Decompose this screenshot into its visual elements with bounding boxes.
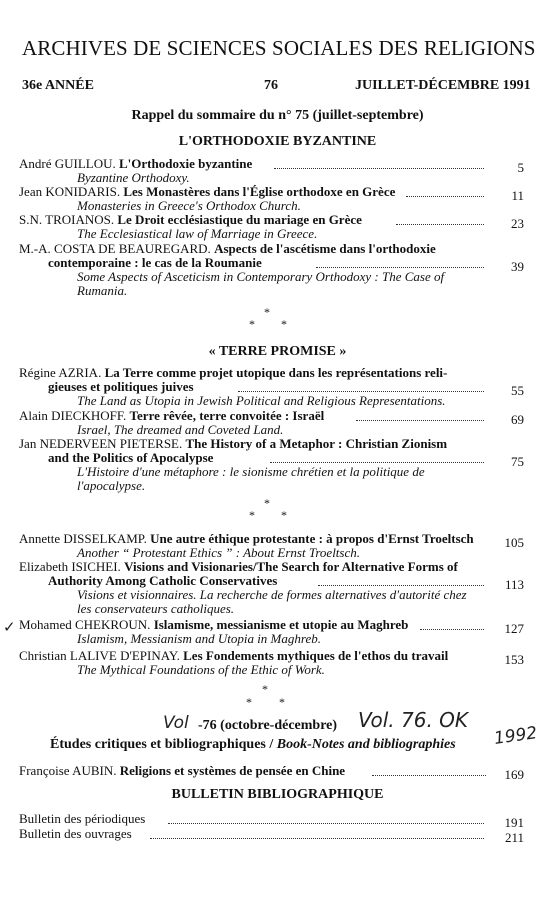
entry-english-title: Israel, The dreamed and Coveted Land. bbox=[77, 422, 284, 437]
bulletin-label: Bulletin des périodiques bbox=[19, 811, 146, 826]
entry-author: Régine AZRIA. bbox=[19, 365, 102, 380]
entry-english-title: Visions et visionnaires. La recherche de formes alternatives d'autorité chez bbox=[77, 587, 467, 602]
entry-author: Françoise AUBIN. bbox=[19, 763, 117, 778]
entry-page: 5 bbox=[517, 160, 524, 175]
recall-heading: Rappel du sommaire du n° 75 (juillet-septembre) bbox=[131, 108, 424, 123]
entry-author: Jean KONIDARIS. bbox=[19, 184, 121, 199]
entry-author: Elizabeth ISICHEI. bbox=[19, 559, 121, 574]
entry-title: Les Monastères dans l'Église orthodoxe en Grèce bbox=[123, 184, 396, 199]
entry-title-continued: Authority Among Catholic Conservatives bbox=[48, 573, 278, 588]
critiques-heading-english: Book-Notes and bibliographies bbox=[276, 737, 456, 752]
asterism-star: * bbox=[281, 317, 287, 331]
entry-title-continued: contemporaine : le cas de la Roumanie bbox=[48, 255, 262, 270]
entry-title: Religions et systèmes de pensée en Chine bbox=[119, 763, 346, 778]
entry-page: 55 bbox=[511, 383, 524, 398]
entry-author: Jan NEDERVEEN PIETERSE. bbox=[19, 436, 183, 451]
bulletin-page: 191 bbox=[504, 815, 524, 830]
dot-leader bbox=[316, 267, 484, 268]
entry-title: Islamisme, messianisme et utopie au Maghreb bbox=[153, 617, 409, 632]
entry-title-continued: and the Politics of Apocalypse bbox=[48, 450, 214, 465]
entry-page: 169 bbox=[504, 767, 524, 782]
entry-english-title-continued: les conservateurs catholiques. bbox=[77, 601, 235, 616]
toc-entry bbox=[0, 184, 555, 214]
handwritten-note: Vol. 76. OK bbox=[358, 708, 469, 732]
dot-leader bbox=[420, 629, 484, 630]
asterism-star: * bbox=[279, 695, 285, 709]
issue-number: 76 bbox=[264, 78, 278, 93]
entry-title: L'Orthodoxie byzantine bbox=[119, 156, 253, 171]
asterism-star: * bbox=[246, 695, 252, 709]
toc-entry bbox=[0, 408, 555, 438]
entry-english-title: Another “ Protestant Ethics ” : About Ernst Troeltsch. bbox=[77, 545, 360, 560]
entry-english-title: The Land as Utopia in Jewish Political and Religious Representations. bbox=[77, 393, 446, 408]
entry-title: Visions and Visionaries/The Search for Alternative Forms of bbox=[124, 559, 458, 574]
entry-english-title: Islamism, Messianism and Utopia in Maghreb. bbox=[77, 631, 321, 646]
toc-entry bbox=[0, 365, 555, 411]
bulletin-entry bbox=[0, 826, 555, 846]
entry-english-title: Byzantine Orthodoxy. bbox=[77, 170, 190, 185]
section-title-terre-promise: « TERRE PROMISE » bbox=[208, 344, 347, 359]
entry-page: 127 bbox=[504, 621, 524, 636]
toc-entry bbox=[0, 531, 555, 561]
issue-period: JUILLET-DÉCEMBRE 1991 bbox=[355, 78, 531, 93]
toc-entry bbox=[0, 156, 555, 186]
asterism-star: * bbox=[264, 496, 270, 510]
entry-english-title-continued: Rumania. bbox=[77, 283, 128, 298]
toc-entry bbox=[0, 241, 555, 301]
toc-entry bbox=[0, 212, 555, 242]
entry-page: 153 bbox=[504, 652, 524, 667]
asterism-star: * bbox=[249, 508, 255, 522]
critiques-heading-line bbox=[50, 737, 456, 753]
entry-author: Annette DISSELKAMP. bbox=[19, 531, 147, 546]
dot-leader bbox=[270, 462, 484, 463]
entry-page: 39 bbox=[511, 259, 524, 274]
entry-english-title: The Mythical Foundations of the Ethic of Work. bbox=[77, 662, 325, 677]
entry-english-title: The Ecclesiastical law of Marriage in Greece. bbox=[77, 226, 318, 241]
critiques-heading: Études critiques et bibliographiques / bbox=[50, 737, 274, 752]
entry-title: The History of a Metaphor : Christian Zionism bbox=[185, 436, 448, 451]
dot-leader bbox=[318, 585, 484, 586]
dot-leader bbox=[372, 775, 486, 776]
entry-title: Le Droit ecclésiastique du mariage en Grèce bbox=[117, 212, 362, 227]
bulletin-heading: BULLETIN BIBLIOGRAPHIQUE bbox=[171, 787, 384, 802]
entry-title-continued: gieuses et politiques juives bbox=[48, 379, 194, 394]
asterism-star: * bbox=[249, 317, 255, 331]
dot-leader bbox=[356, 420, 484, 421]
entry-page: 105 bbox=[504, 535, 524, 550]
entry-author: S.N. TROIANOS. bbox=[19, 212, 115, 227]
entry-title: Terre rêvée, terre convoitée : Israël bbox=[129, 408, 325, 423]
entry-page: 75 bbox=[511, 454, 524, 469]
entry-english-title: L'Histoire d'une métaphore : le sionisme chrétien et la politique de bbox=[77, 464, 425, 479]
dot-leader bbox=[274, 168, 484, 169]
entry-author: André GUILLOU. bbox=[19, 156, 116, 171]
toc-entry bbox=[0, 559, 555, 619]
entry-page: 69 bbox=[511, 412, 524, 427]
entry-english-title: Monasteries in Greece's Orthodox Church. bbox=[77, 198, 301, 213]
toc-entry bbox=[0, 617, 555, 647]
asterism-star: * bbox=[262, 682, 268, 696]
entry-english-title-continued: l'apocalypse. bbox=[77, 478, 146, 493]
handwritten-year: 1992 bbox=[492, 723, 539, 749]
dot-leader bbox=[168, 823, 484, 824]
entry-author: Christian LALIVE D'EPINAY. bbox=[19, 648, 180, 663]
dot-leader bbox=[396, 224, 484, 225]
toc-entry bbox=[0, 763, 555, 781]
entry-english-title: Some Aspects of Asceticism in Contemporary Orthodoxy : The Case of bbox=[77, 269, 445, 284]
entry-title: Aspects de l'ascétisme dans l'orthodoxie bbox=[214, 241, 436, 256]
entry-title: Les Fondements mythiques de l'ethos du travail bbox=[183, 648, 449, 663]
journal-title: ARCHIVES DE SCIENCES SOCIALES DES RELIGIONS bbox=[22, 36, 536, 60]
entry-title: Une autre éthique protestante : à propos d'Ernst Troeltsch bbox=[150, 531, 474, 546]
bulletin-label: Bulletin des ouvrages bbox=[19, 826, 132, 841]
entry-page: 11 bbox=[511, 188, 524, 203]
entry-author: M.-A. COSTA DE BEAUREGARD. bbox=[19, 241, 211, 256]
entry-author: Mohamed CHEKROUN. bbox=[19, 617, 151, 632]
next-issue-line: -76 (octobre-décembre) bbox=[198, 718, 338, 733]
entry-author: Alain DIECKHOFF. bbox=[19, 408, 127, 423]
asterism-star: * bbox=[264, 305, 270, 319]
entry-page: 23 bbox=[511, 216, 524, 231]
entry-title: La Terre comme projet utopique dans les représentations reli- bbox=[104, 365, 448, 380]
dot-leader bbox=[238, 391, 484, 392]
toc-entry bbox=[0, 648, 555, 678]
section-title-orthodoxie: L'ORTHODOXIE BYZANTINE bbox=[178, 134, 377, 149]
year-label: 36e ANNÉE bbox=[22, 78, 94, 93]
asterism-star: * bbox=[281, 508, 287, 522]
dot-leader bbox=[406, 196, 484, 197]
margin-tick-mark: ✓ bbox=[3, 618, 16, 636]
entry-page: 113 bbox=[504, 577, 524, 592]
handwritten-vol: Vol bbox=[163, 713, 189, 733]
dot-leader bbox=[150, 838, 484, 839]
bulletin-page: 211 bbox=[504, 830, 524, 845]
toc-entry bbox=[0, 436, 555, 496]
